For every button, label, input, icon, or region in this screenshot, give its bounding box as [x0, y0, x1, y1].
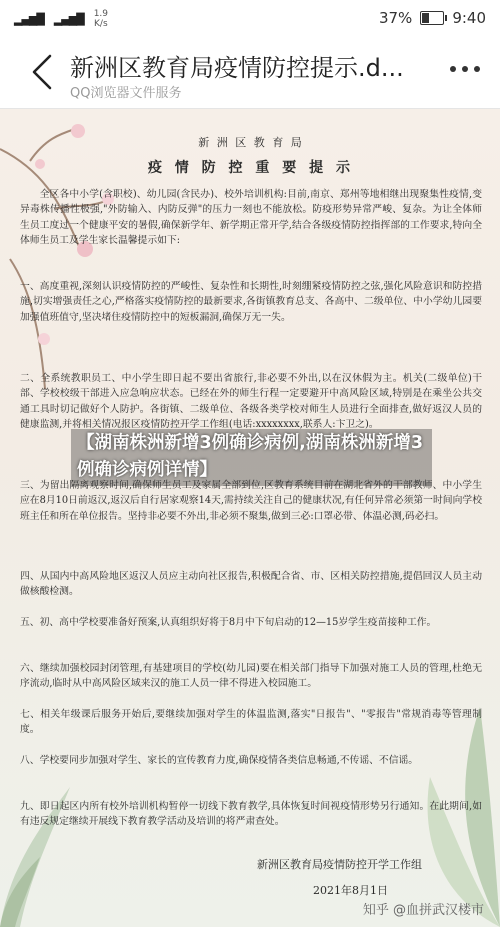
- document-source: QQ浏览器文件服务: [70, 86, 182, 101]
- network-speed: [94, 9, 108, 29]
- paragraph-6: 六、继续加强校园封闭管理,有基建项目的学校(幼儿园)要在相关部门指导下加强对施工人员的管理,杜绝无序流动,临时从中高风险区域来汉的施工人员一律不得进入校园施工。: [20, 663, 482, 690]
- signal-icon-2: ▂▄▆█: [53, 12, 84, 26]
- status-bar: [0, 0, 500, 38]
- paragraph-9: 九、即日起区内所有校外培训机构暂停一切线下教育教学,具体恢复时间视疫情形势另行通知。在此期间,如有违反规定继续开展线下教育教学活动及培训的将严肃查处。: [20, 801, 482, 828]
- plum-blossom-decoration: [0, 109, 130, 409]
- issuing-organization: 新 洲 区 教 育 局: [198, 136, 304, 149]
- clock: 9:40: [452, 9, 486, 27]
- signature-date: 2021年8月1日: [313, 884, 388, 898]
- network-speed-unit: K/s: [94, 19, 108, 29]
- signature-block: [257, 857, 422, 899]
- zhihu-watermark: 知乎 @血拼武汉楼市: [362, 903, 484, 918]
- more-options-button[interactable]: [450, 66, 480, 72]
- signature-organization: 新洲区教育局疫情防控开学工作组: [257, 858, 422, 871]
- paragraph-4: 四、从国内中高风险地区返汉人员应主动向社区报告,积极配合省、市、区相关防控措施,提倡回汉人员主动做核酸检测。: [20, 571, 482, 598]
- paragraph-1: 一、高度重视,深刻认识疫情防控的严峻性、复杂性和长期性,时刻绷紧疫情防控之弦,强化风险意识和防控措施,切实增强责任之心,严格落实疫情防控的最新要求,各街镇教育总支、各高中、二级单位、中小学幼儿园要加强值班值守,坚决堵住疫情防控中的短板漏洞,确保万无一失。: [20, 281, 482, 323]
- document-title: 新洲区教育局疫情防控提示.d...: [70, 54, 404, 82]
- network-speed-value: 1.9: [93, 9, 109, 19]
- document-viewer[interactable]: [0, 109, 500, 927]
- paragraph-2: 二、全系统教职员工、中小学生即日起不要出省旅行,非必要不外出,以在汉休假为主。机关(二级单位)干部、学校校级干部进入应急响应状态。已经在外的师生行程一定要避开中高风险区域,特别是在乘坐公共交通工具时切记做好个人防护。各街镇、二级单位、各级各类学校对师生人员进行全面排查,做好返汉人员的健康监测,并将相关情况报区疫情防控开学工作组(电话:xxxxxxxx,联系人:卞卫之)。: [20, 373, 482, 430]
- headline-text: 【湖南株洲新增3例确诊病例,湖南株洲新增3例确诊病例详情】: [77, 433, 423, 480]
- battery-icon: [420, 11, 444, 25]
- paragraph-3: 三、为留出隔离观察时间,确保师生员工及家属全部到位,区教育系统目前在湖北省外的干部教师、中小学生应在8月10日前返汉,返汉后自行居家观察14天,需持续关注自己的健康状况,有任何异常必须第一时间向学校班主任和所在单位报告。坚持非必要不外出,非必须不聚集,做到三必:口罩必带、体温必测,码必扫。: [20, 480, 482, 522]
- paragraph-8: 八、学校要同步加强对学生、家长的宣传教育力度,确保疫情各类信息畅通,不传谣、不信谣。: [20, 755, 419, 766]
- status-right: [379, 9, 486, 27]
- back-button[interactable]: [22, 52, 62, 92]
- paragraph-intro: 全区各中小学(含职校)、幼儿园(含民办)、校外培训机构:目前,南京、郑州等地相继出现聚集性疫情,变异毒株传播性极强,"外防输入、内防反弹"的压力一刻也不能放松。防疫形势异常严峻、复杂。为让全体师生员工度过一个健康平安的暑假,确保新学年、新学期正常开学,结合各级疫情防控指挥部的工作要求,特向全体师生员工及学生家长温馨提示如下:: [20, 189, 482, 246]
- paragraph-5: 五、初、高中学校要准备好预案,认真组织好将于8月中下旬启动的12—15岁学生疫苗接种工作。: [20, 617, 437, 628]
- signal-icon: ▂▄▆█: [14, 12, 44, 26]
- battery-percent: 37%: [378, 9, 413, 27]
- more-dot-icon: [450, 66, 456, 72]
- headline-overlay: [71, 429, 432, 486]
- document-heading: 疫 情 防 控 重 要 提 示: [147, 160, 355, 176]
- status-left: [14, 9, 108, 29]
- back-arrow-icon: [31, 54, 53, 90]
- more-dot-icon: [474, 66, 480, 72]
- more-dot-icon: [462, 66, 468, 72]
- title-bar: [0, 38, 500, 109]
- paragraph-7: 七、相关年级课后服务开始后,要继续加强对学生的体温监测,落实"日报告"、"零报告"常规消毒等管理制度。: [20, 709, 482, 736]
